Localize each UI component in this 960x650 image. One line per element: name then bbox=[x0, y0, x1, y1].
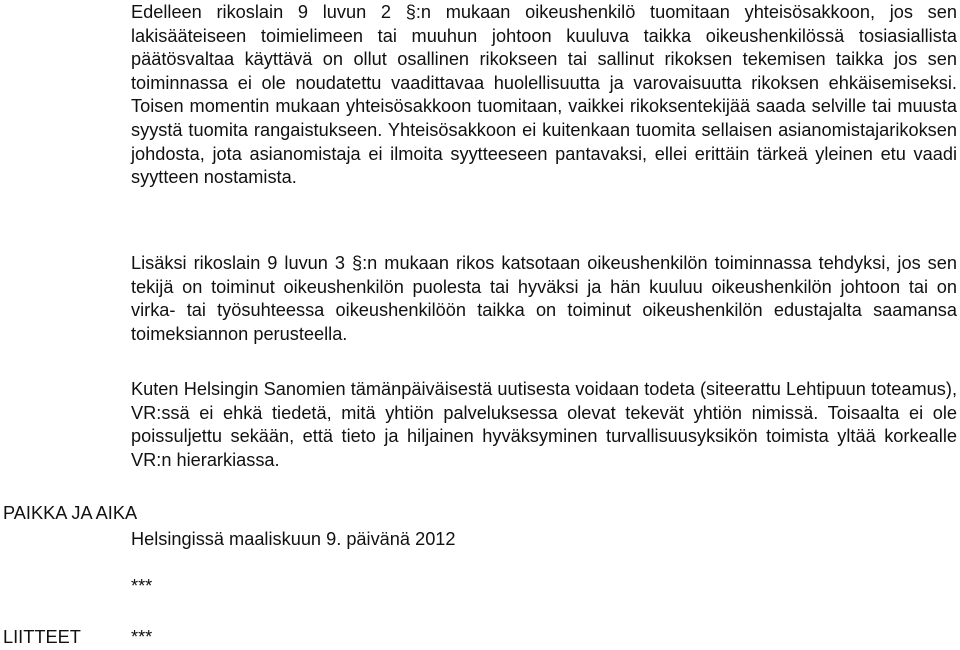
paragraph-corporate-fine: Edelleen rikoslain 9 luvun 2 §:n mukaan oikeushenkilö tuomitaan yhteisösakkoon, jos sen lakisääteiseen toimielimeen tai muuhun johtoon kuuluva taikka oikeushenkilössä tosiasiallista päätösvaltaa käyttävä on ollut osallinen rikokseen tai sallinut rikoksen tekemisen taikka jos sen toiminnassa ei ole noudatettu vaadittavaa huolellisuutta ja varovaisuutta rikoksen ehkäisemiseksi. Toisen momentin mukaan yhteisösakkoon tuomitaan, vaikkei rikoksentekijää saada selville tai muusta syystä tuomita rangaistukseen. Yhteisösakkoon ei kuitenkaan tuomita sellaisen asianomistajarikoksen johdosta, jota asianomistaja ei ilmoita syytteeseen pantavaksi, ellei erittäin tärkeä yleinen etu vaadi syytteen nostamista. bbox=[131, 2, 957, 188]
attachments-label: LIITTEET bbox=[3, 627, 81, 647]
paragraph-corporate-act: Lisäksi rikoslain 9 luvun 3 §:n mukaan rikos katsotaan oikeushenkilön toiminnassa tehdyksi, jos sen tekijä on toiminut oikeushenkilön puolesta tai hyväksi ja hän kuuluu oikeushenkilön johtoon tai on virka- tai työsuhteessa oikeushenkilöön taikka on toiminut oikeushenkilön edustajalta saamansa toimeksiannon perusteella. bbox=[131, 253, 957, 344]
signature-placeholder: *** bbox=[131, 576, 153, 596]
paragraph-news-reference: Kuten Helsingin Sanomien tämänpäiväisestä uutisesta voidaan todeta (siteerattu Lehtipuun toteamus), VR:ssä ei ehkä tiedetä, mitä yhtiön palveluksessa olevat tekevät yhtiön nimissä. Toisaalta ei ole poissuljettu sekään, että tieto ja hiljainen hyväksyminen turvallisuusyksikön toimista yltää korkealle VR:n hierarkiassa. bbox=[131, 379, 957, 470]
place-and-date-label: PAIKKA JA AIKA bbox=[3, 503, 138, 523]
place-and-date-value: Helsingissä maaliskuun 9. päivänä 2012 bbox=[131, 529, 456, 549]
attachments-placeholder: *** bbox=[131, 627, 153, 647]
